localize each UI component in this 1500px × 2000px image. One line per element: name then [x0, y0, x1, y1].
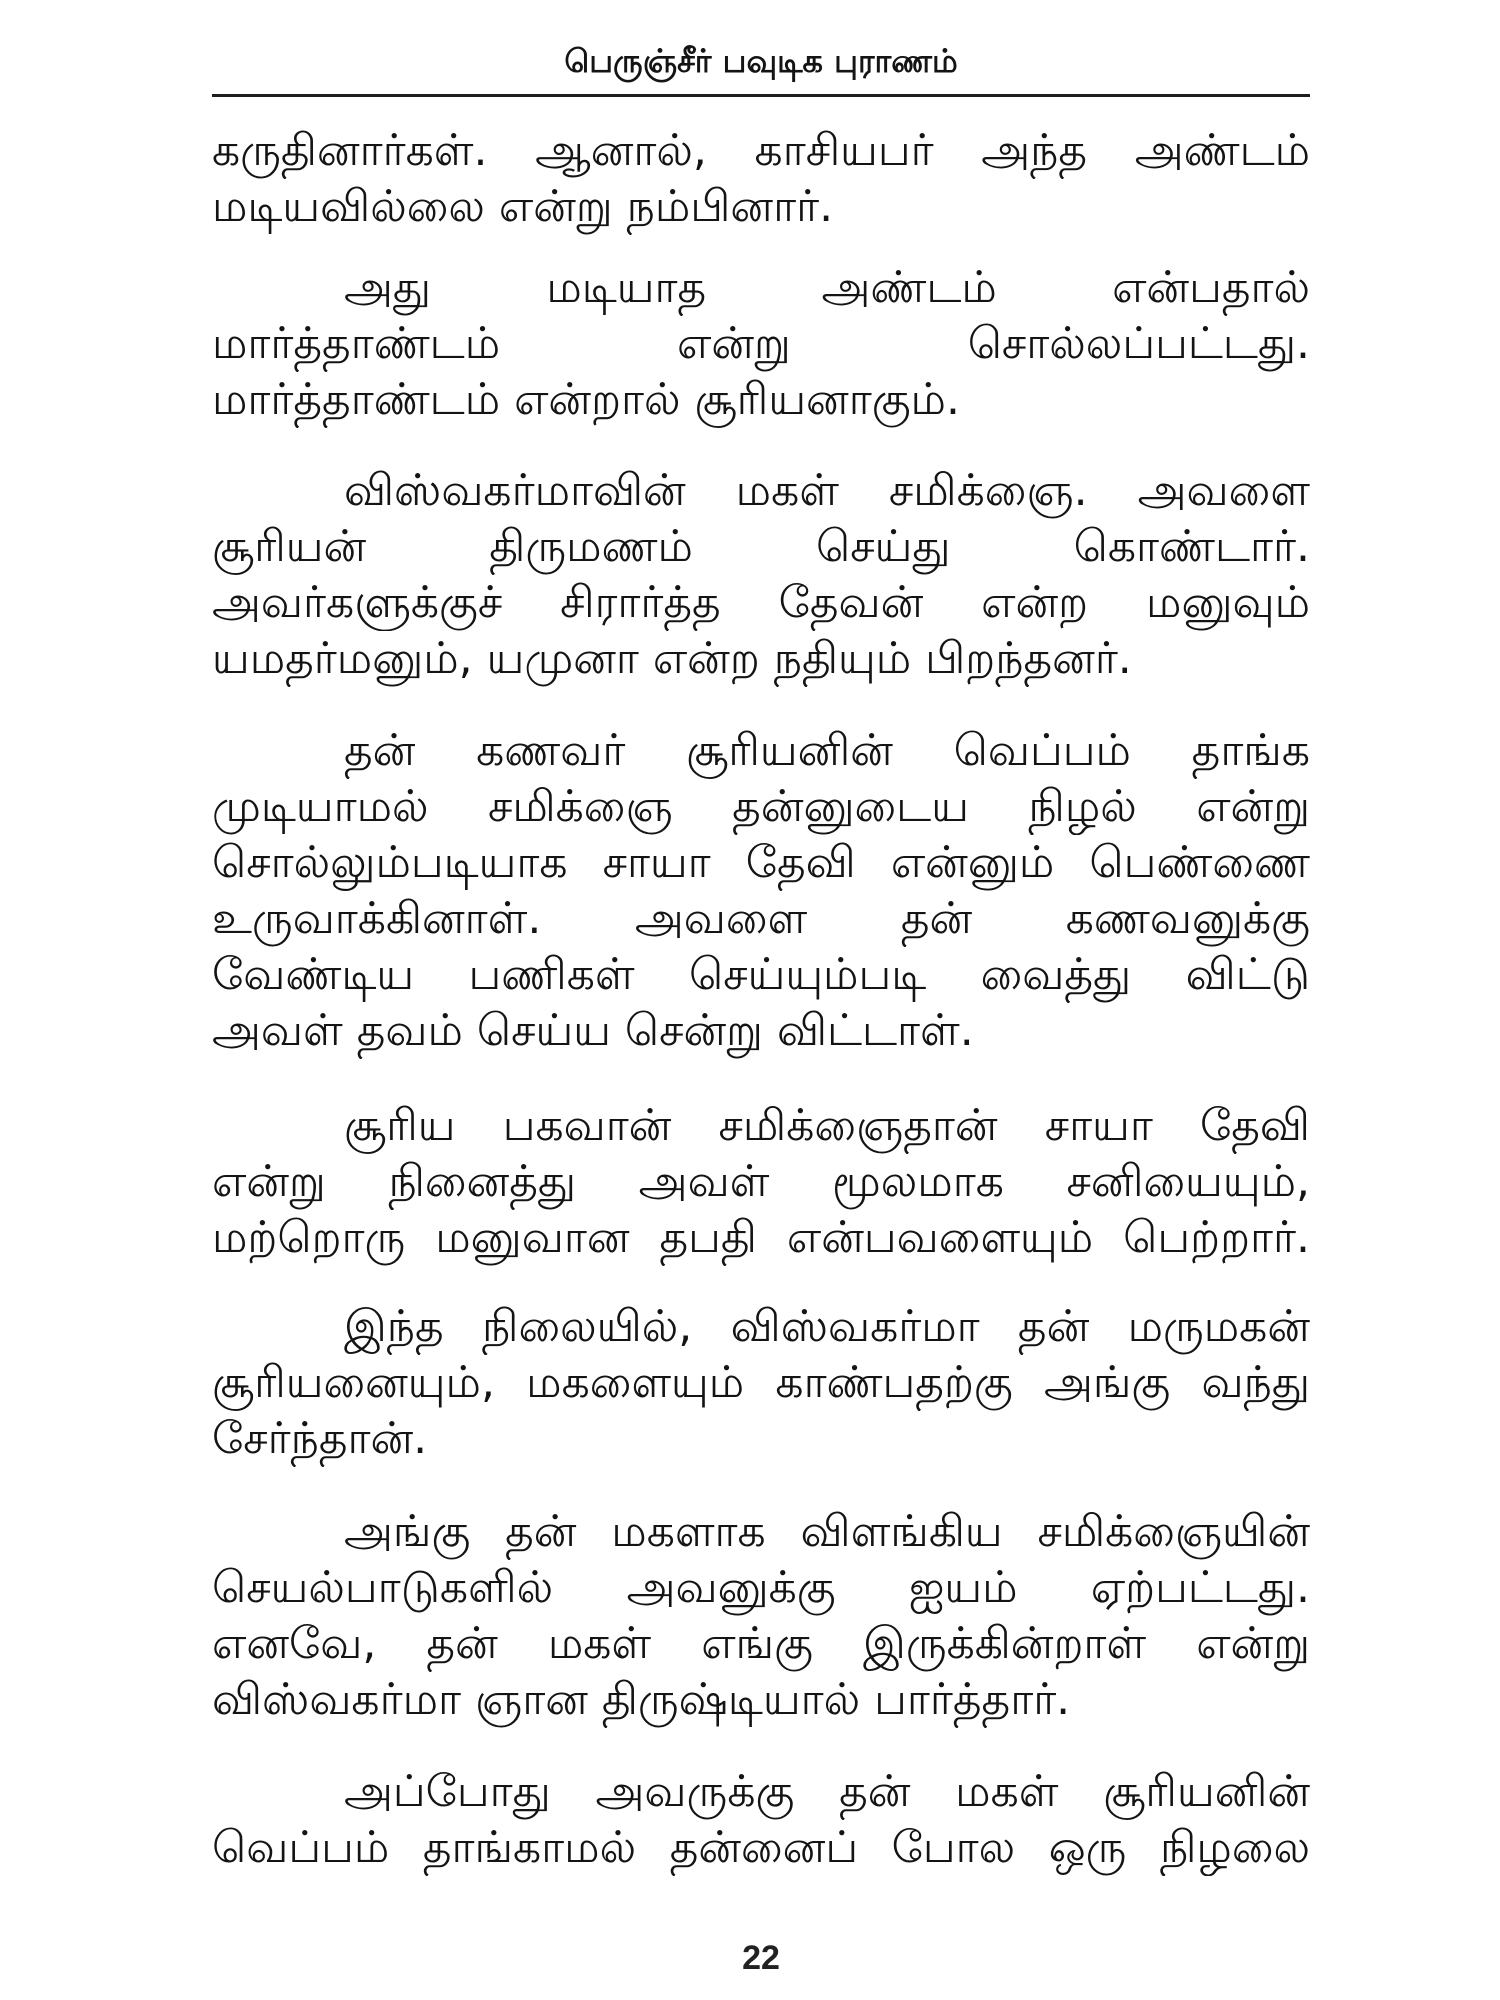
text-line: என்று நினைத்து அவள் மூலமாக சனியையும், [212, 1156, 1310, 1207]
text-line: எனவே, தன் மகள் எங்கு இருக்கின்றாள் என்று [212, 1618, 1310, 1669]
text-line: உருவாக்கினாள். அவளை தன் கணவனுக்கு [212, 893, 1310, 944]
text-line: மற்றொரு மனுவான தபதி என்பவளையும் பெற்றார். [212, 1212, 1310, 1263]
text-line: தன் கணவர் சூரியனின் வெப்பம் தாங்க [344, 725, 1310, 776]
text-line: அப்போது அவருக்கு தன் மகள் சூரியனின் [344, 1766, 1310, 1817]
text-line: அவர்களுக்குச் சிரார்த்த தேவன் என்ற மனுவும் [212, 577, 1310, 628]
text-line: விஸ்வகர்மாவின் மகள் சமிக்ஞை. அவளை [344, 465, 1310, 516]
paragraph [212, 723, 1310, 1059]
paragraph [212, 1764, 1310, 1876]
paragraph [212, 1299, 1310, 1467]
text-line: அவள் தவம் செய்ய சென்று விட்டாள். [212, 1005, 974, 1056]
text-line: வேண்டிய பணிகள் செய்யும்படி வைத்து விட்டு [212, 949, 1310, 1000]
text-line: மார்த்தாண்டம் என்றால் சூரியனாகும். [212, 374, 960, 425]
text-line: யமதர்மனும், யமுனா என்ற நதியும் பிறந்தனர். [212, 633, 1132, 684]
paragraph [212, 1098, 1310, 1266]
text-line: அங்கு தன் மகளாக விளங்கிய சமிக்ஞையின் [344, 1506, 1310, 1557]
text-line: இந்த நிலையில், விஸ்வகர்மா தன் மருமகன் [344, 1301, 1310, 1352]
paragraph [212, 123, 1310, 235]
text-line: சூரியன் திருமணம் செய்து கொண்டார். [212, 521, 1310, 572]
text-line: விஸ்வகர்மா ஞான திருஷ்டியால் பார்த்தார். [212, 1674, 1071, 1725]
text-line: செயல்பாடுகளில் அவனுக்கு ஐயம் ஏற்பட்டது. [212, 1562, 1310, 1613]
text-line: அது மடியாத அண்டம் என்பதால் [344, 262, 1310, 313]
text-line: கருதினார்கள். ஆனால், காசியபர் அந்த அண்டம் [212, 125, 1310, 176]
running-header: பெருஞ்சீர் பவுடிக புராணம் [564, 42, 958, 80]
header-rule [212, 94, 1310, 97]
paragraph [212, 260, 1310, 428]
text-line: வெப்பம் தாங்காமல் தன்னைப் போல ஒரு நிழலை [212, 1822, 1310, 1873]
paragraph [212, 1504, 1310, 1728]
text-line: சூரிய பகவான் சமிக்ஞைதான் சாயா தேவி [344, 1100, 1310, 1151]
text-line: மடியவில்லை என்று நம்பினார். [212, 181, 834, 232]
text-line: சொல்லும்படியாக சாயா தேவி என்னும் பெண்ணை [212, 837, 1310, 888]
text-line: சூரியனையும், மகளையும் காண்பதற்கு அங்கு வந்து [212, 1357, 1310, 1408]
text-line: மார்த்தாண்டம் என்று சொல்லப்பட்டது. [212, 318, 1310, 369]
text-line: சேர்ந்தான். [212, 1413, 428, 1464]
page-number: 22 [742, 1939, 780, 1977]
paragraph [212, 463, 1310, 687]
text-line: முடியாமல் சமிக்ஞை தன்னுடைய நிழல் என்று [212, 781, 1310, 832]
